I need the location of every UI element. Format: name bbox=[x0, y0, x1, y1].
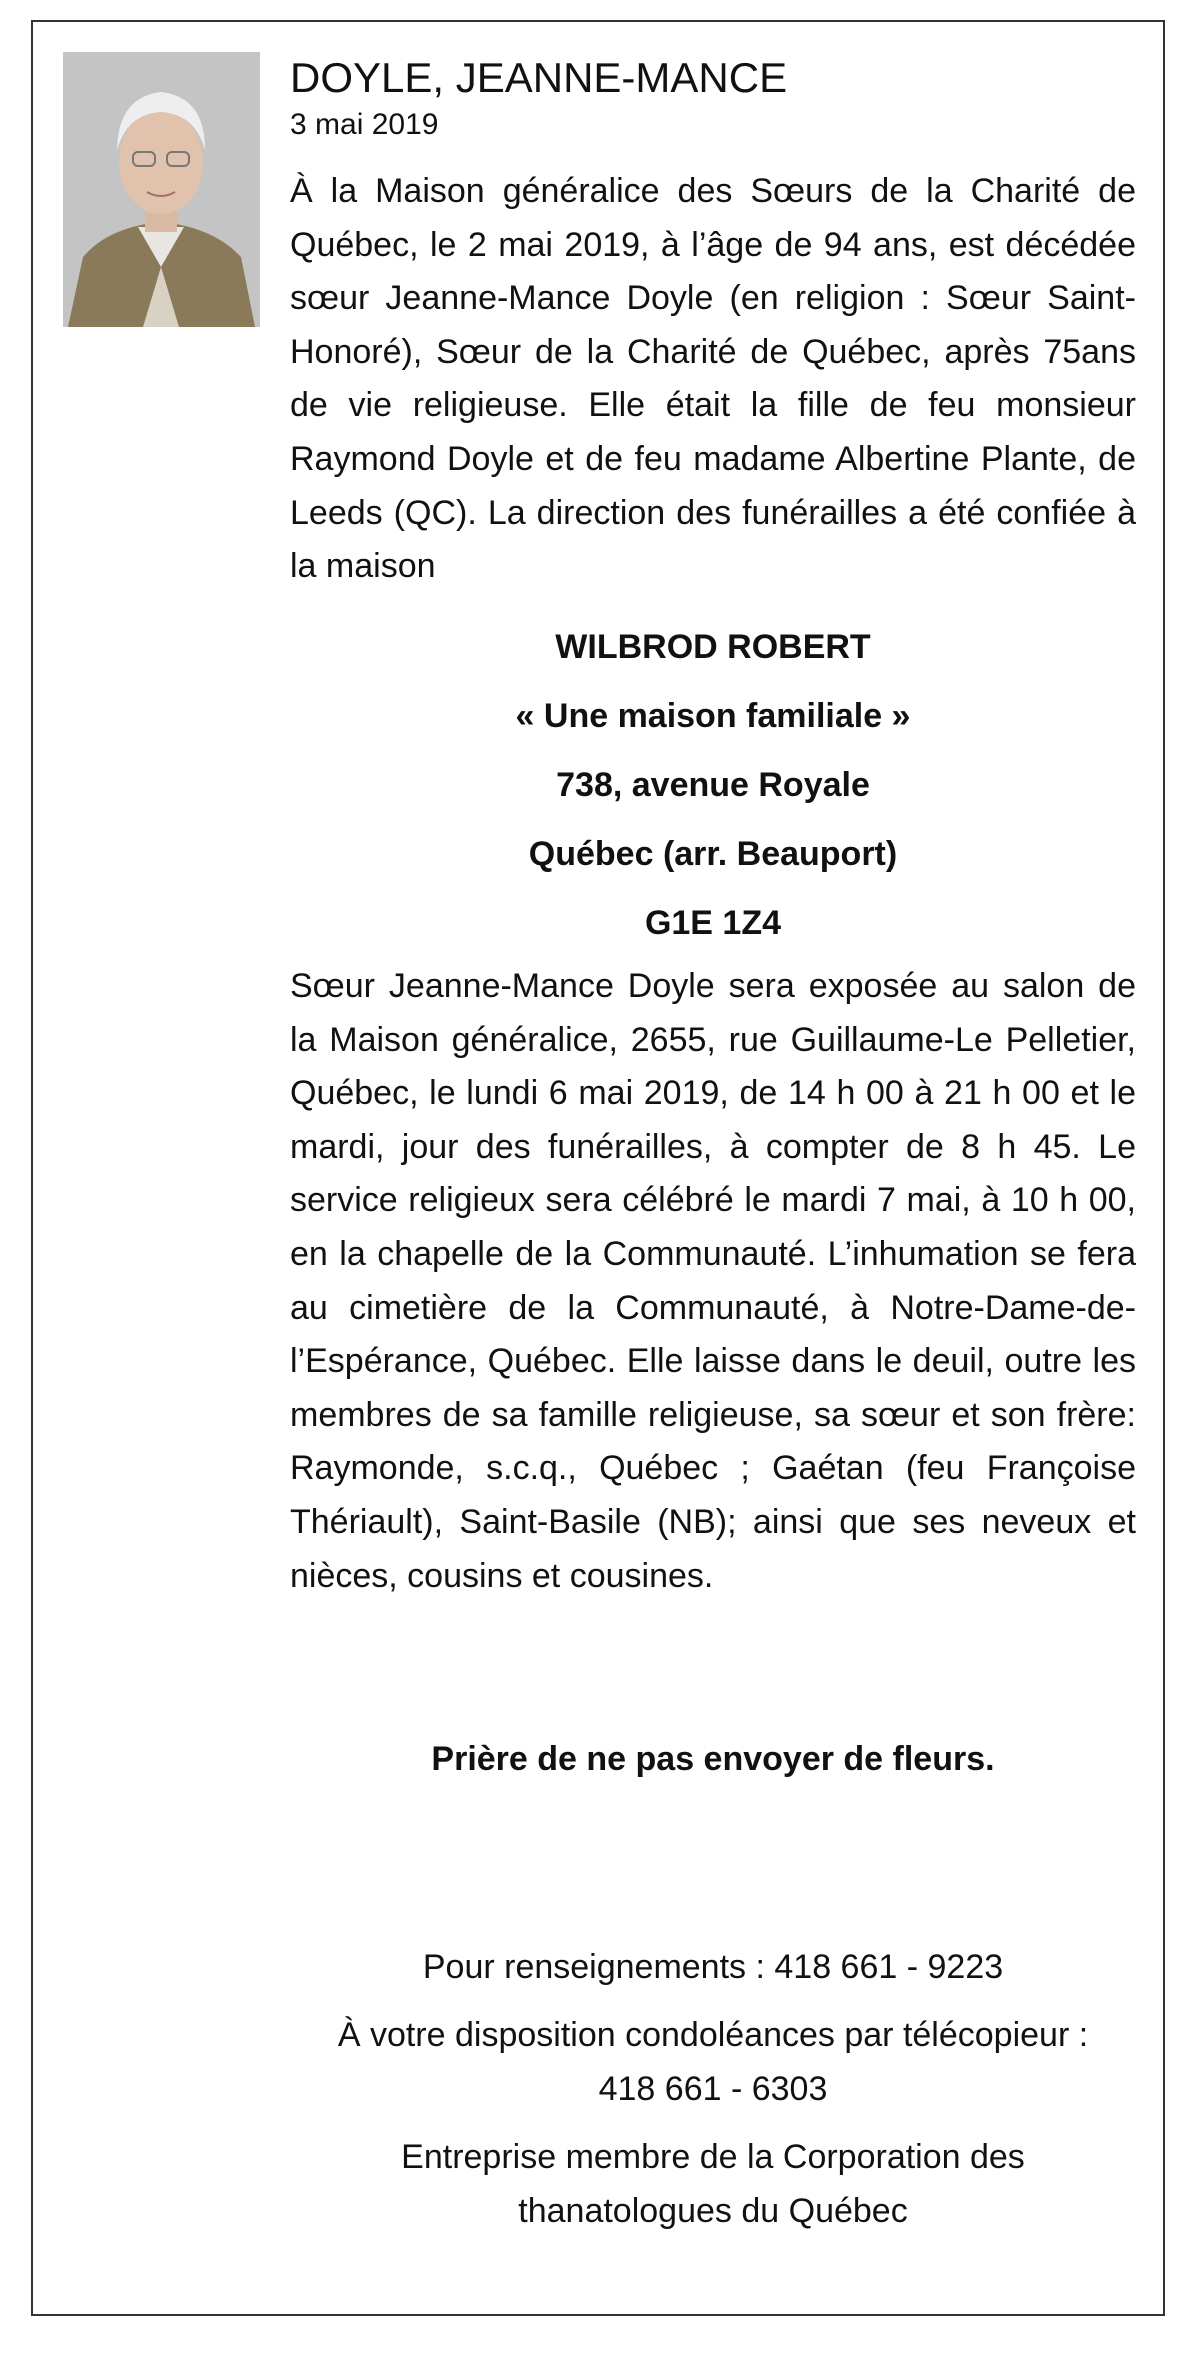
membership-line-1: Entreprise membre de la Corporation des bbox=[401, 2138, 1025, 2176]
funeral-home-slogan: « Une maison familiale » bbox=[515, 697, 911, 735]
portrait-icon bbox=[63, 52, 260, 327]
funeral-home-postal: G1E 1Z4 bbox=[644, 904, 782, 942]
funeral-home-name: WILBROD ROBERT bbox=[555, 628, 871, 666]
portrait-photo bbox=[63, 52, 260, 327]
deceased-name: DOYLE, JEANNE-MANCE bbox=[290, 54, 788, 101]
fax-number: 418 661 - 6303 bbox=[598, 2070, 828, 2108]
funeral-home-street: 738, avenue Royale bbox=[556, 766, 870, 804]
membership-line-2: thanatologues du Québec bbox=[518, 2192, 908, 2230]
funeral-home-city: Québec (arr. Beauport) bbox=[528, 835, 898, 873]
details-paragraph: Sœur Jeanne-Mance Doyle sera exposée au salon de la Maison généralice, 2655, rue Guillaume-Le Pelletier, Québec, le lundi 6 mai 2019, de 14 h 00 à 21 h 00 et le mardi, jour des funérailles, à compter de 8 h 45. Le service religieux sera célébré le mardi 7 mai, à 10 h 00, en la chapelle de la Communauté. L’inhumation se fera au cimetière de la Communauté, à Notre-Dame-de-l’Espérance, Québec. Elle laisse dans le deuil, outre les membres de sa famille religieuse, sa sœur et son frère: Raymonde, s.c.q., Québec ; Gaétan (feu Françoise Thériault), Saint-Basile (NB); ainsi que ses neveux et nièces, cousins et cousines. bbox=[290, 967, 1136, 1595]
fax-label: À votre disposition condoléances par télécopieur : bbox=[337, 2016, 1089, 2054]
flowers-note: Prière de ne pas envoyer de fleurs. bbox=[431, 1740, 995, 1778]
publication-date: 3 mai 2019 bbox=[290, 108, 439, 141]
announcement-paragraph: À la Maison généralice des Sœurs de la Charité de Québec, le 2 mai 2019, à l’âge de 94 ans, est décédée sœur Jeanne-Mance Doyle (en religion : Sœur Saint-Honoré), Sœur de la Charité de Québec, après 75ans de vie religieuse. Elle était la fille de feu monsieur Raymond Doyle et de feu madame Albertine Plante, de Leeds (QC). La direction des funérailles a été confiée à la maison bbox=[290, 172, 1136, 586]
contact-info: Pour renseignements : 418 661 - 9223 bbox=[422, 1948, 1004, 1986]
